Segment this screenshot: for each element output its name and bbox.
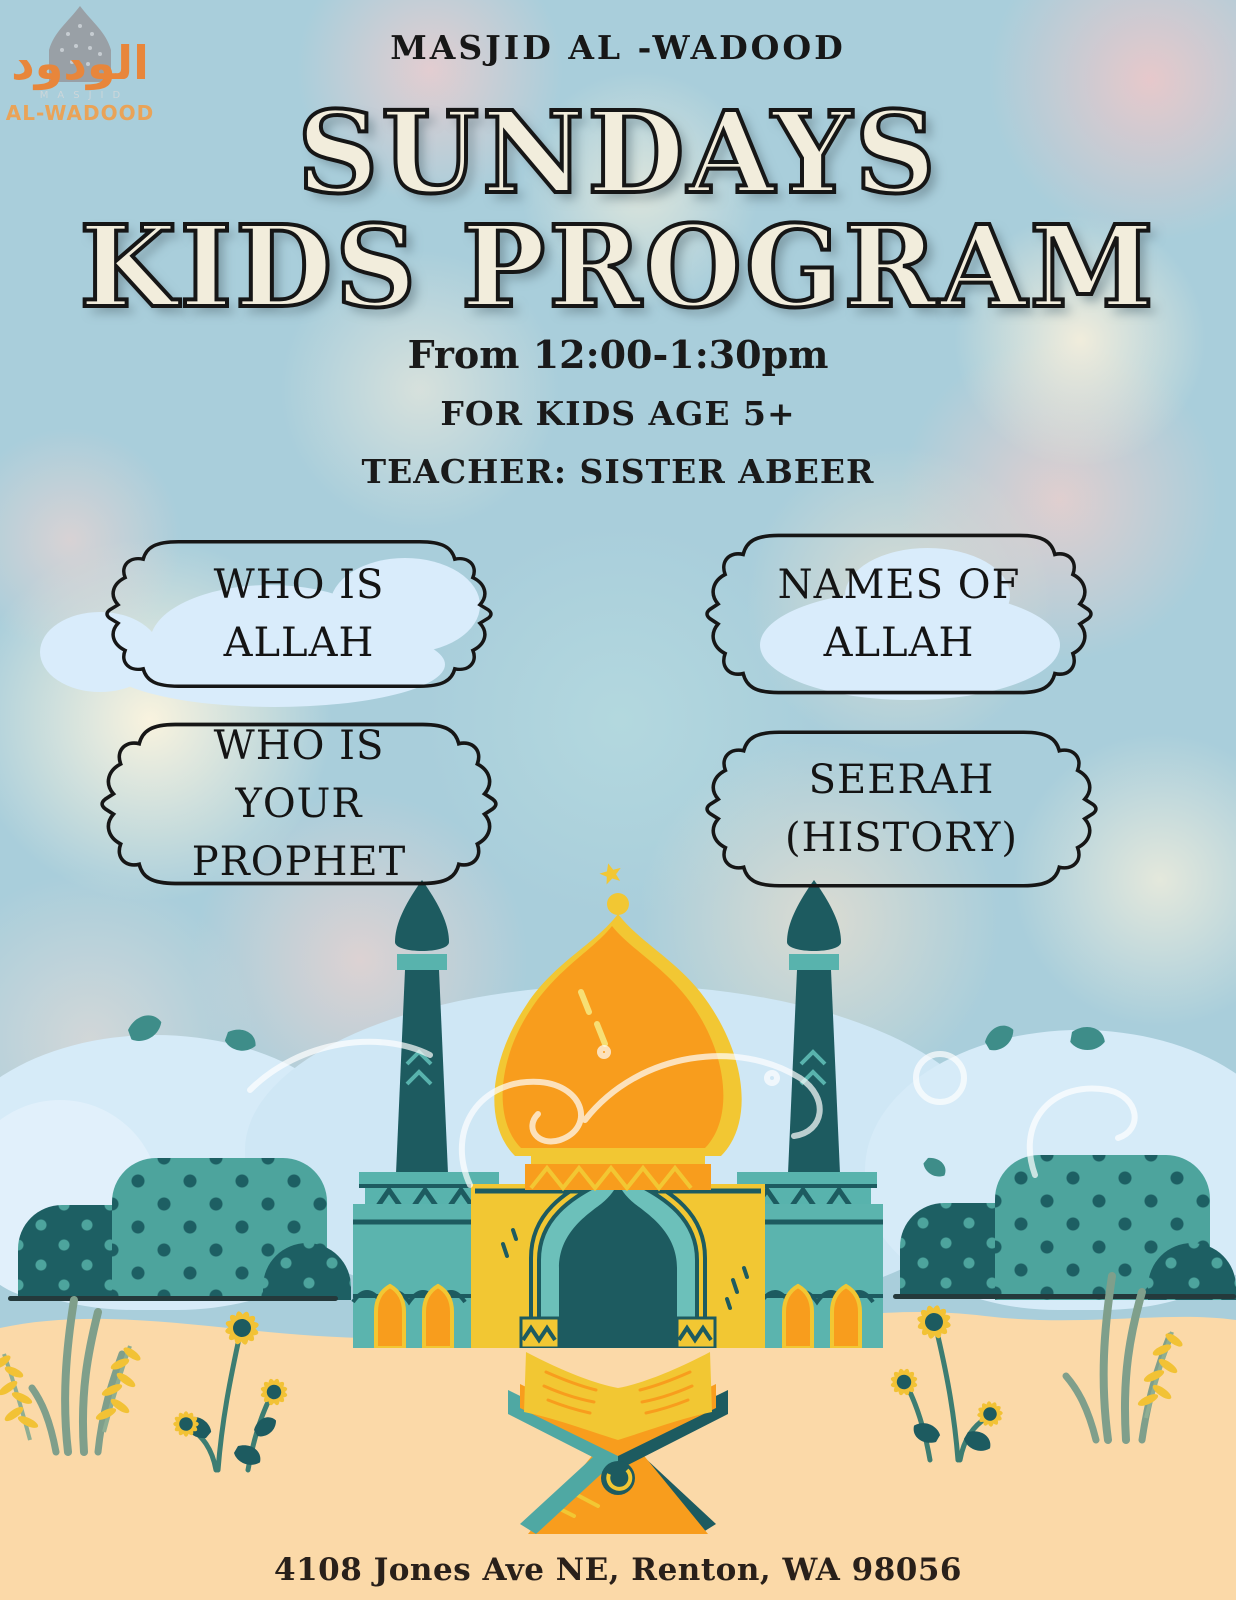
logo-name-label: AL-WADOOD — [5, 101, 155, 125]
topic-card-names-of-allah — [703, 527, 1095, 701]
poster-title-line2: KIDS PROGRAM — [79, 202, 1157, 333]
topic-label: NAMES OF ALLAH — [777, 562, 1021, 666]
logo-masjid-label: MASJID — [39, 90, 130, 101]
mosque-wing — [761, 1204, 883, 1348]
mosque-wing — [353, 1204, 475, 1348]
topic-card-who-is-allah — [103, 534, 495, 694]
minaret-icon — [737, 880, 877, 1220]
schedule-time: From 12:00-1:30pm — [407, 332, 829, 377]
mosque-illustration — [335, 852, 901, 1348]
topic-card-seerah-history — [703, 724, 1100, 894]
topic-card-who-is-your-prophet — [98, 716, 500, 892]
organization-name: MASJID AL -WADOOD — [390, 28, 846, 67]
topic-label: SEERAH (HISTORY) — [784, 757, 1019, 861]
address-text: 4108 Jones Ave NE, Renton, WA 98056 — [274, 1552, 962, 1588]
topic-label: WHO IS YOUR PROPHET — [191, 723, 407, 885]
audience-age: FOR KIDS AGE 5+ — [440, 394, 796, 433]
teacher-name: TEACHER: SISTER ABEER — [361, 452, 875, 491]
mosque-dome-icon — [494, 914, 741, 1190]
minaret-icon — [359, 880, 499, 1220]
star-crescent-icon — [598, 858, 645, 915]
poster-title-line1: SUNDAYS — [297, 88, 939, 219]
topic-label: WHO IS ALLAH — [213, 562, 385, 666]
logo-arabic-calligraphy: الودود — [11, 36, 149, 90]
quran-on-stand-icon — [468, 1328, 768, 1543]
